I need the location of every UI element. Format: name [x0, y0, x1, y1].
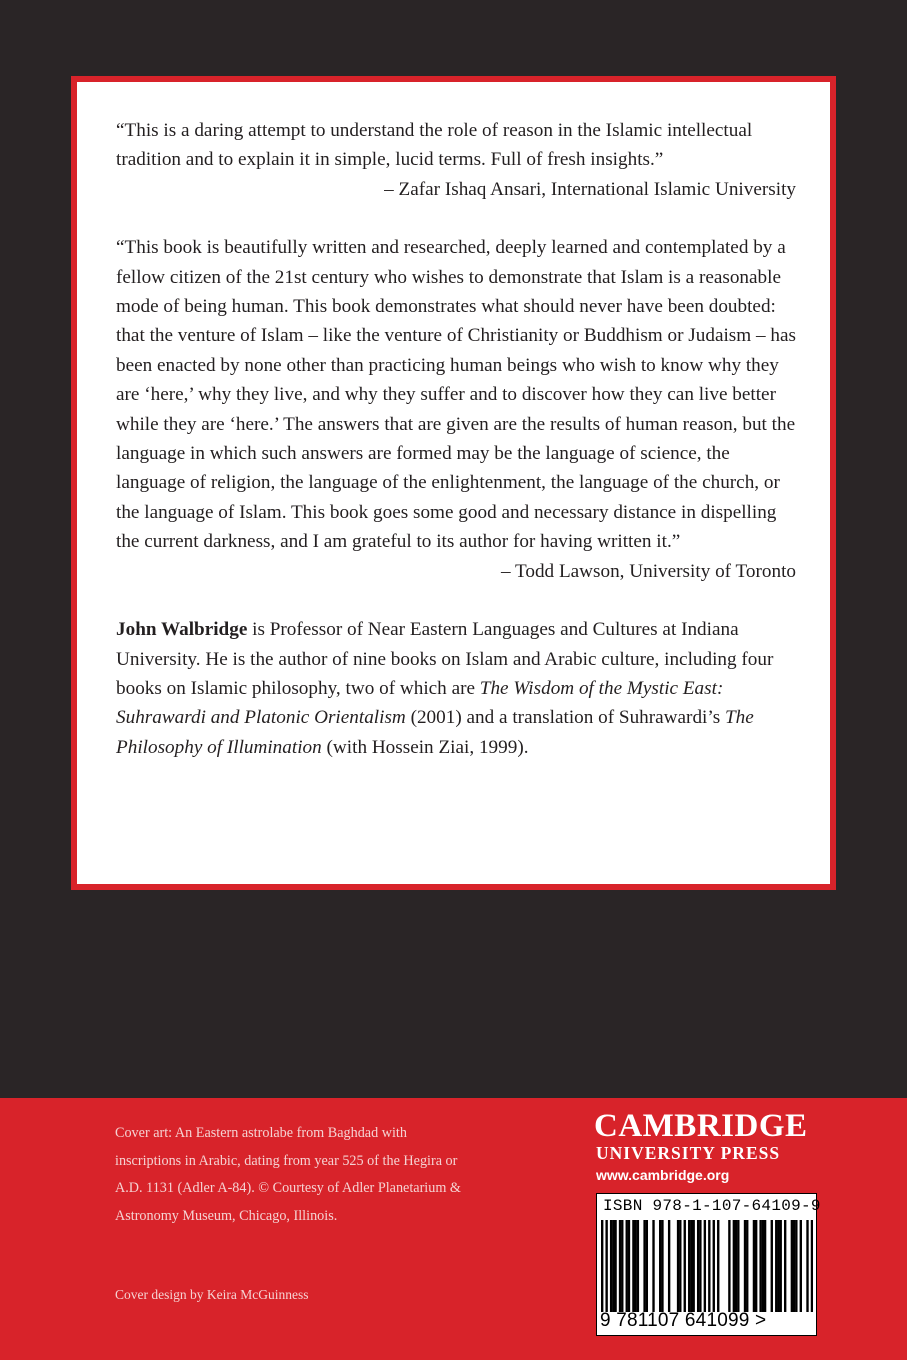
barcode-bar: [800, 1220, 802, 1312]
barcode-bar: [659, 1220, 661, 1312]
barcode-bar: [713, 1220, 715, 1312]
barcode-bar: [612, 1220, 614, 1312]
barcode-bar: [690, 1220, 692, 1312]
blurb-card: [77, 82, 830, 884]
barcode-bar: [728, 1220, 730, 1312]
barcode-bar: [708, 1220, 710, 1312]
barcode-bar: [601, 1220, 603, 1312]
barcode-bar: [784, 1220, 786, 1312]
barcode-bar: [697, 1220, 699, 1312]
cover-design-credit: Cover design by Keira McGuinness: [115, 1287, 309, 1302]
author-bio: [116, 615, 796, 762]
barcode-bar: [735, 1220, 737, 1312]
barcode-bar: [733, 1220, 735, 1312]
barcode-bar: [780, 1220, 782, 1312]
barcode-bar: [692, 1220, 694, 1312]
blurb-frame: [71, 76, 836, 890]
publisher-url: www.cambridge.org: [596, 1167, 730, 1183]
blurb-attribution-2: – Todd Lawson, University of Toronto: [500, 560, 796, 582]
barcode-bar: [679, 1220, 681, 1312]
publisher-logo-subtitle: UNIVERSITY PRESS: [596, 1143, 781, 1163]
barcode-bar: [806, 1220, 808, 1312]
barcode-bar: [717, 1220, 719, 1312]
barcode-bar: [793, 1220, 795, 1312]
barcode-bar: [771, 1220, 773, 1312]
barcode-bar: [610, 1220, 612, 1312]
isbn-label: ISBN 978-1-107-64109-9: [603, 1197, 821, 1215]
barcode-bar: [759, 1220, 761, 1312]
barcode-bar: [746, 1220, 748, 1312]
barcode-bar: [605, 1220, 607, 1312]
author-bio-text-3: (with Hossein Ziai, 1999).: [321, 736, 529, 758]
barcode-bar: [614, 1220, 616, 1312]
barcode-bar: [775, 1220, 777, 1312]
publisher-logo-name: CAMBRIDGE: [594, 1108, 808, 1144]
barcode-bar: [646, 1220, 648, 1312]
barcode-bar: [737, 1220, 739, 1312]
barcode-bar: [621, 1220, 623, 1312]
book-title-2: The Philosophy of Illumination: [116, 707, 754, 758]
barcode-bar: [643, 1220, 645, 1312]
barcode-bar: [677, 1220, 679, 1312]
blurb-quote-2: “This book is beautifully written and researched, deeply learned and contemplated by a fellow citizen of the 21st century who wishes to demonstrate that Islam is a reasonable mode of being human. This book demonstrates what should never have been doubted: that the venture of Islam – like the venture of Christianity or Buddhism or Judaism – has been enacted by none other than practicing human beings who wish to know why they are ‘here,’ why they live, and why they suffer and to discover how they can live better while they are ‘here.’ The answers that are given are the results of human reason, but the language in which such answers are formed may be the language of science, the language of religion, the language of the enlightenment, the language of the church, or the language of Islam. This book goes some good and necessary distance in dispelling the current darkness, and I am grateful to its author for having written it.”: [116, 237, 796, 553]
barcode-bar: [755, 1220, 757, 1312]
back-cover-footer: [0, 1098, 907, 1360]
barcode-bar: [811, 1220, 813, 1312]
barcode-bar: [632, 1220, 634, 1312]
barcode-bar: [791, 1220, 793, 1312]
barcode-bar: [688, 1220, 690, 1312]
barcode-bar: [661, 1220, 663, 1312]
barcode-bar: [634, 1220, 636, 1312]
cover-art-text: Cover art: An Eastern astrolabe from Baghdad with inscriptions in Arabic, dating from year 525 of the Hegira or A.D. 1131 (Adler A-84). © Courtesy of Adler Planetarium & Astronomy Museum, Chicago, Illinois.: [115, 1125, 461, 1224]
barcode-bar: [704, 1220, 706, 1312]
blurb-content: [116, 116, 796, 762]
book-title-1: The Wisdom of the Mystic East: Suhrawardi and Platonic Orientalism: [116, 677, 724, 729]
author-bio-text-2: (2001) and a translation of Suhrawardi’s: [405, 707, 725, 729]
barcode-bar: [699, 1220, 701, 1312]
barcode-digits: 9 781107 641099 >: [600, 1310, 767, 1331]
barcode-bar: [762, 1220, 764, 1312]
blurb-quote-1: “This is a daring attempt to understand the role of reason in the Islamic intellectual tradition and to explain it in simple, lucid terms. Full of fresh insights.”: [116, 120, 753, 171]
barcode-bar: [744, 1220, 746, 1312]
barcode-bar: [684, 1220, 686, 1312]
barcode-bar: [777, 1220, 779, 1312]
barcode-bar: [619, 1220, 621, 1312]
barcode-bar: [668, 1220, 670, 1312]
isbn-barcode: [596, 1193, 821, 1336]
barcode-bar: [626, 1220, 628, 1312]
barcode-bar: [637, 1220, 639, 1312]
barcode-bar: [795, 1220, 797, 1312]
barcode-bar: [628, 1220, 630, 1312]
blurb-attribution-1: – Zafar Ishaq Ansari, International Islamic University: [384, 178, 796, 200]
barcode-bar: [753, 1220, 755, 1312]
barcode-bars: [601, 1220, 813, 1312]
barcode-bar: [764, 1220, 766, 1312]
barcode-bar: [652, 1220, 654, 1312]
author-bio-text-1: is Professor of Near Eastern Languages and Cultures at Indiana University. He is the author of nine books on Islam and Arabic culture, including four books on Islamic philosophy, two of which are: [116, 619, 774, 699]
author-name: John Walbridge: [116, 619, 248, 641]
cover-art-credit: [115, 1120, 475, 1230]
